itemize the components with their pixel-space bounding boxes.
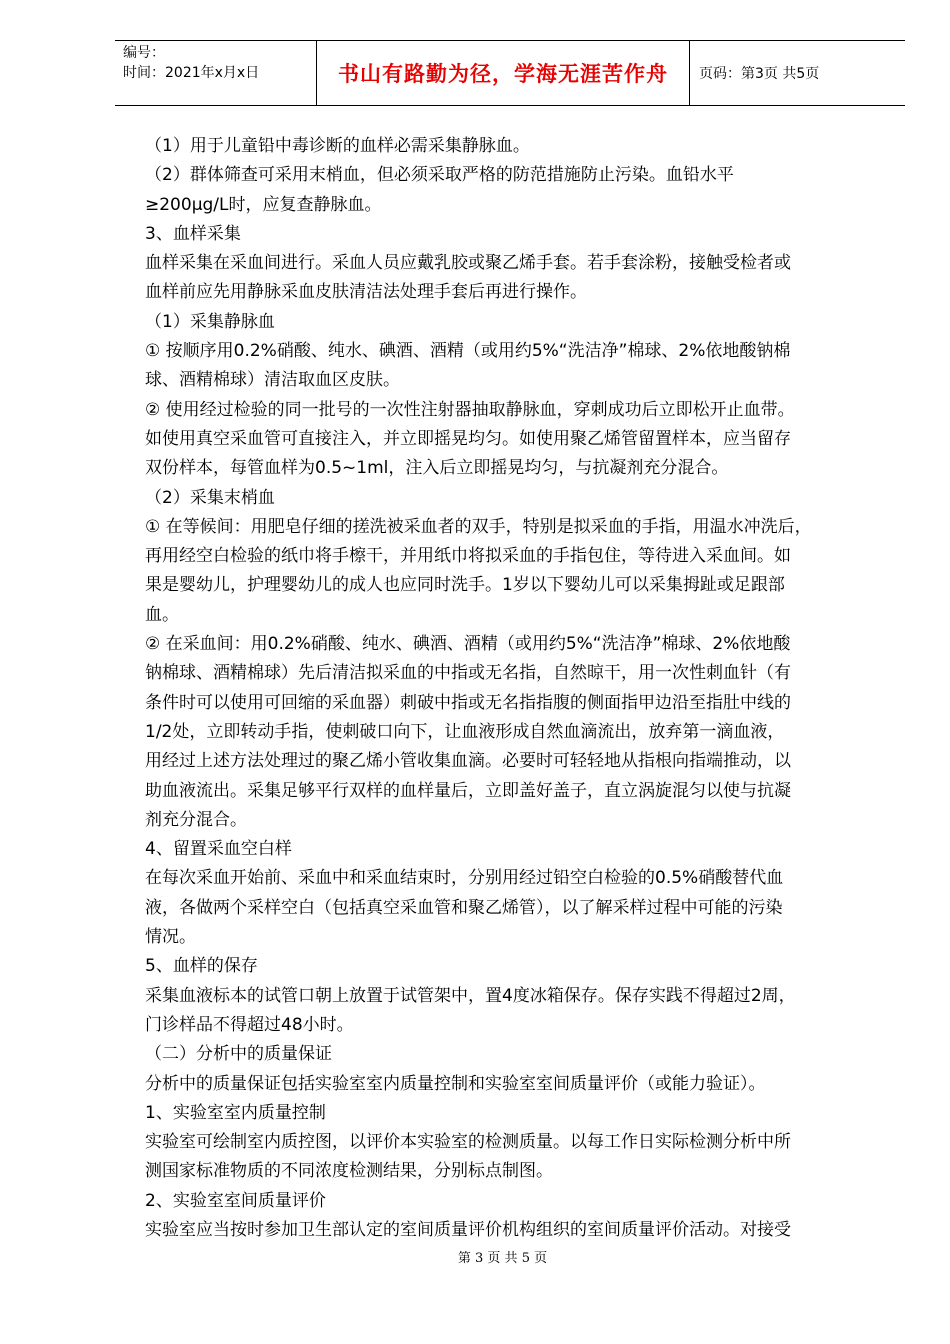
header-motto: 书山有路勤为径，学海无涯苦作舟	[338, 62, 668, 86]
page-header	[115, 40, 905, 106]
body-line: 果是婴幼儿，护理婴幼儿的成人也应同时洗手。1岁以下婴幼儿可以采集拇趾或足跟部	[145, 575, 785, 596]
section-heading: 5、血样的保存	[145, 956, 258, 977]
body-line: 血样前应先用静脉采血皮肤清洁法处理手套后再进行操作。	[145, 282, 587, 303]
body-line: 用经过上述方法处理过的聚乙烯小管收集血滴。必要时可轻轻地从指根向指端推动，以	[145, 751, 791, 772]
header-info-cell	[115, 41, 316, 105]
body-line: （1）用于儿童铅中毒诊断的血样必需采集静脉血。	[145, 136, 530, 156]
body-line: 如使用真空采血管可直接注入，并立即摇晃均匀。如使用聚乙烯管留置样本，应当留存	[145, 428, 791, 449]
body-line: ≥200μg/L时，应复查静脉血。	[145, 194, 382, 215]
footer-page-number: 第 3 页 共 5 页	[457, 1251, 548, 1266]
body-line: 实验室可绘制室内质控图，以评价本实验室的检测质量。以每工作日实际检测分析中所	[145, 1132, 791, 1153]
header-page-cell	[690, 41, 905, 105]
document-body	[145, 132, 895, 1245]
page-footer	[0, 1247, 950, 1266]
body-line: ① 按顺序用0.2%硝酸、纯水、碘酒、酒精（或用约5%“洗洁净”棉球、2%依地酸钠棉	[145, 341, 791, 362]
subsection-heading: （2）采集末梢血	[145, 487, 275, 508]
body-line: 门诊样品不得超过48小时。	[145, 1014, 354, 1035]
body-line: 血样采集在采血间进行。采血人员应戴乳胶或聚乙烯手套。若手套涂粉，接触受检者或	[145, 253, 791, 274]
body-line: （2）群体筛查可采用末梢血，但必须采取严格的防范措施防止污染。血铅水平	[145, 165, 734, 186]
body-line: 条件时可以使用可回缩的采血器）刺破中指或无名指指腹的侧面指甲边沿至指肚中线的	[145, 692, 791, 713]
body-line: 再用经空白检验的纸巾将手檫干，并用纸巾将拟采血的手指包住，等待进入采血间。如	[145, 546, 791, 567]
body-line: 双份样本，每管血样为0.5~1ml，注入后立即摇晃均匀，与抗凝剂充分混合。	[145, 458, 729, 479]
body-line: ② 使用经过检验的同一批号的一次性注射器抽取静脉血，穿刺成功后立即松开止血带。	[145, 399, 795, 420]
section-heading: 1、实验室室内质量控制	[145, 1102, 326, 1123]
header-motto-cell	[316, 41, 690, 105]
section-heading: （二）分析中的质量保证	[145, 1044, 332, 1065]
document-number: 编号：	[123, 45, 165, 61]
document-date: 时间：2021年x月x日	[123, 65, 260, 81]
section-heading: 4、留置采血空白样	[145, 839, 292, 860]
body-line: 情况。	[145, 927, 196, 948]
section-heading: 3、血样采集	[145, 223, 241, 244]
body-line: 球、酒精棉球）清洁取血区皮肤。	[145, 370, 400, 391]
body-line: 血。	[145, 604, 179, 625]
section-heading: 2、实验室室间质量评价	[145, 1190, 326, 1211]
body-line: 采集血液标本的试管口朝上放置于试管架中，置4度冰箱保存。保存实践不得超过2周，	[145, 985, 796, 1006]
body-line: ② 在采血间：用0.2%硝酸、纯水、碘酒、酒精（或用约5%“洗洁净”棉球、2%依地酸	[145, 634, 791, 655]
body-line: 分析中的质量保证包括实验室室内质量控制和实验室室间质量评价（或能力验证）。	[145, 1073, 766, 1094]
body-line: 1/2处，立即转动手指，使刺破口向下，让血液形成自然血滴流出，放弃第一滴血液，	[145, 721, 785, 742]
body-line: 测国家标准物质的不同浓度检测结果，分别标点制图。	[145, 1161, 553, 1182]
header-page-number: 页码：第3页 共5页	[699, 66, 820, 82]
subsection-heading: （1）采集静脉血	[145, 311, 275, 332]
body-line: 助血液流出。采集足够平行双样的血样量后，立即盖好盖子，直立涡旋混匀以使与抗凝	[145, 780, 791, 801]
body-line: 钠棉球、酒精棉球）先后清洁拟采血的中指或无名指，自然晾干，用一次性刺血针（有	[145, 663, 791, 684]
body-line: 在每次采血开始前、采血中和采血结束时，分别用经过铅空白检验的0.5%硝酸替代血	[145, 868, 784, 889]
body-line: 实验室应当按时参加卫生部认定的室间质量评价机构组织的室间质量评价活动。对接受	[145, 1219, 791, 1240]
body-line: ① 在等候间：用肥皂仔细的搓洗被采血者的双手，特别是拟采血的手指，用温水冲洗后，	[145, 516, 812, 537]
body-line: 液，各做两个采样空白（包括真空采血管和聚乙烯管），以了解采样过程中可能的污染	[145, 897, 783, 918]
body-line: 剂充分混合。	[145, 809, 247, 830]
